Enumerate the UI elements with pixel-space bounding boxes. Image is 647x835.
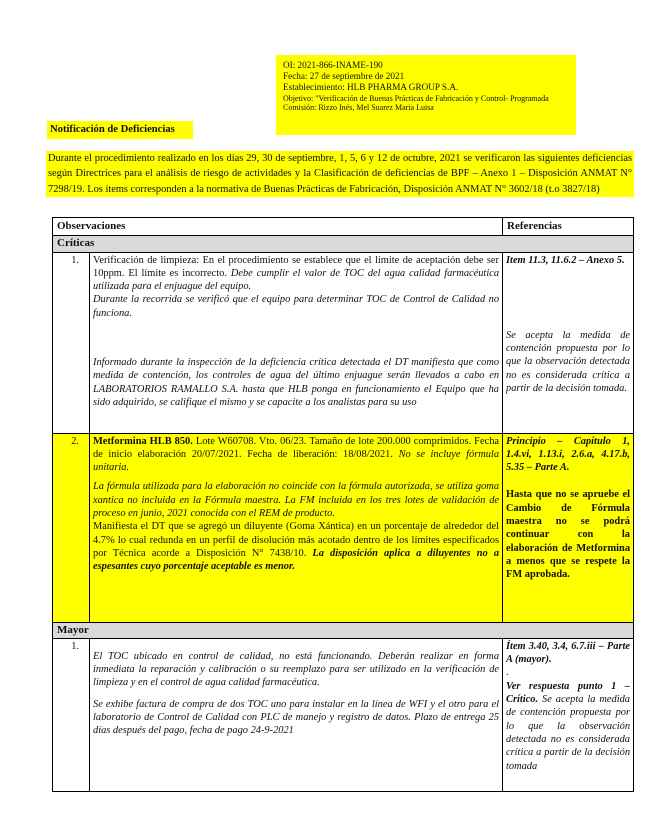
table-row (53, 638, 634, 791)
table-row (53, 252, 634, 433)
row-observacion: Metformina HLB 850. Lote W60708. Vto. 06/23. Tamaño de lote 200.000 comprimidos. Fecha de inicio elaboración 20/07/2021. Fecha de liberación: 18/08/2021. No se incluye fórmula unitaria. La fórmula utilizada para la elaboración no coincide con la fórmula autorizada, se utiliza goma xantica no incluida en la Fórmula maestra. La FM incluida en los tres lotes de validación de proceso en junio, 2021 conocida con el REM de producto. Manifiesta el DT que se agregó un diluyente (Goma Xántica) en un porcentaje de alrededor del 4.7% lo cual redunda en un perfil de disolución más acotado dentro de los límites especificados por Técnica acorde a Disposición N° 7438/10. La disposición aplica a diluyentes no a espesantes cuyo porcentaje aceptable es menor. (90, 433, 503, 622)
row-number: 2. (53, 433, 90, 622)
header-oi: OI: 2021-866-INAME-190 (283, 60, 383, 70)
section-label: Críticas (53, 236, 634, 252)
header-comision: Comisión: Rizzo Inés, Mel Suarez Maria Luisa (283, 103, 434, 113)
deficiencias-table (52, 217, 634, 792)
intro-paragraph: Durante el procedimiento realizado en los días 29, 30 de septiembre, 1, 5, 6 y 12 de octubre, 2021 se verificaron las siguientes deficiencias según Directrices para el análisis de riesgo de actividades y la Clasificación de deficiencias de BPF – Anexo 1 – Disposición ANMAT N° 7298/19. Los ítems corresponden a la normativa de Buenas Prácticas de Fabricación, Disposición ANMAT N° 3602/18 (t.o 3827/18) (46, 151, 634, 197)
header-referencias: Referencias (503, 218, 634, 236)
page-title: Notificación de Deficiencias (47, 121, 193, 139)
row-number: 1. (53, 252, 90, 433)
table-header-row (53, 218, 634, 236)
section-label: Mayor (53, 622, 634, 638)
header-observaciones: Observaciones (53, 218, 503, 236)
section-criticas (53, 236, 634, 252)
row-observacion: El TOC ubicado en control de calidad, no está funcionando. Deberán realizar en forma inmediata la reparación y calibración o su reemplazo para ser utilizado en la verificación de limpieza y en el control de agua calidad farmacéutica. Se exhibe factura de compra de dos TOC uno para instalar en la línea de WFI y el otro para el laboratorio de Control de Calidad con PLC de manejo y registro de datos. Plazo de entrega 25 días después del pago, fecha de pago 24-9-2021 (90, 638, 503, 791)
table-row (53, 433, 634, 622)
header-info-box (276, 55, 576, 135)
row-referencia: Item 11.3, 11.6.2 – Anexo 5. Se acepta la medida de contención propuesta por lo que la observación detectada no es considerada crítica a partir de la decisión tomada. (503, 252, 634, 433)
header-fecha: Fecha: 27 de septiembre de 2021 (283, 71, 405, 82)
row-referencia: Ítem 3.40, 3.4, 6.7.iii – Parte A (mayor). . Ver respuesta punto 1 – Crítico. Se acepta la medida de contención propuesta por lo que la observación detectada no es considerada crítica a partir de la decisión tomada (503, 638, 634, 791)
row-referencia: Principio – Capítulo 1, 1.4.vi, 1.13.i, 2.6.a, 4.17.b, 5.35 – Parte A. Hasta que no se apruebe el Cambio de Fórmula maestra no se podrá continuar con la elaboración de Metformina a menos que se respete la FM aprobada. (503, 433, 634, 622)
header-objetivo: Objetivo: "Verificación de Buenas Prácticas de Fabricación y Control- Programada (283, 93, 549, 103)
row-observacion: Verificación de limpieza: En el procedimiento se establece que el límite de aceptación debe ser 10ppm. El límite es incorrecto. Debe cumplir el valor de TOC del agua calidad farmacéutica utilizada para el enjuague del equipo. Durante la recorrida se verificó que el equipo para determinar TOC de Control de Calidad no funciona. Informado durante la inspección de la deficiencia crítica detectada el DT manifiesta que como medida de contención, los controles de agua del último enjuague serán llevados a cabo en LABORATORIOS RAMALLO S.A. hasta que HLB ponga en funcionamiento el Equipo que ha sido adquirido, se califique el mismo y se capacite a los analistas para su uso (90, 252, 503, 433)
header-establecimiento: Establecimiento: HLB PHARMA GROUP S.A. (283, 82, 459, 93)
section-mayor (53, 622, 634, 638)
row-number: 1. (53, 638, 90, 791)
